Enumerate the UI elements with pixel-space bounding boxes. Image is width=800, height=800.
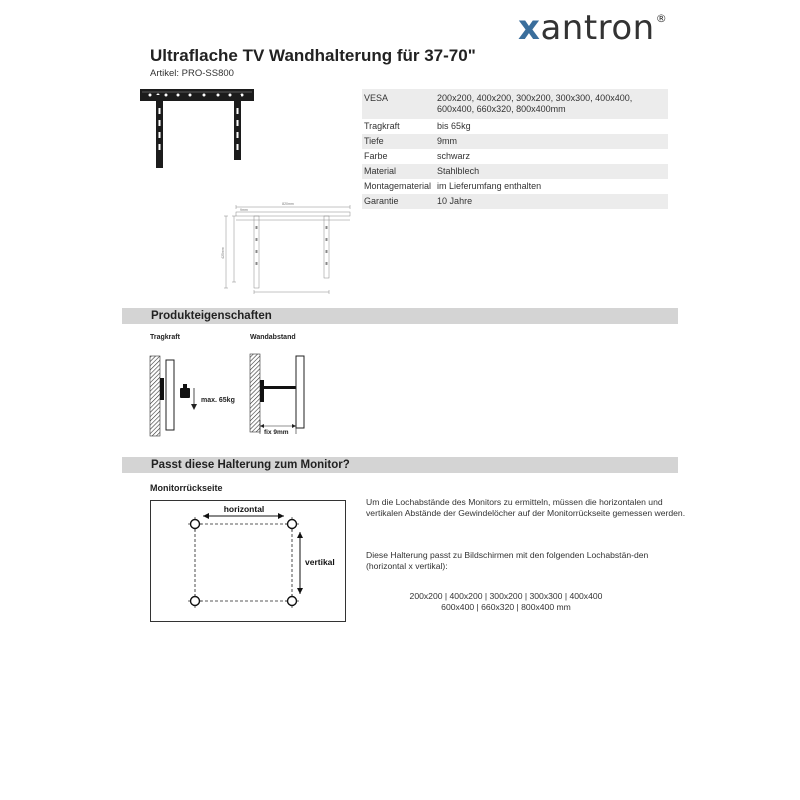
section-properties: Produkteigenschaften	[122, 308, 678, 324]
compatible-sizes-line1: 200x200 | 400x200 | 300x200 | 300x300 | 400x400	[409, 591, 603, 601]
spec-key: Farbe	[364, 151, 388, 161]
drawing-width-label: 820mm	[282, 202, 294, 206]
section-fit: Passt diese Halterung zum Monitor?	[122, 457, 678, 473]
drawing-top-label: 9mm	[240, 208, 248, 212]
compatible-sizes-line2: 600x400 | 660x320 | 800x400 mm	[441, 602, 571, 612]
spec-value: bis 65kg	[437, 121, 471, 131]
vertical-label: vertikal	[305, 557, 335, 567]
spec-key: VESA	[364, 93, 389, 103]
load-value: max. 65kg	[201, 397, 235, 404]
technical-drawing	[218, 198, 358, 296]
spec-row	[362, 149, 668, 164]
monitor-back-heading: Monitorrückseite	[150, 483, 223, 493]
mount-product-image	[138, 86, 258, 176]
product-title: Ultraflache TV Wandhalterung für 37-70"	[150, 46, 476, 65]
distance-value: fix 9mm	[264, 429, 289, 436]
load-diagram	[144, 346, 244, 438]
spec-key: Material	[364, 166, 397, 176]
spec-row	[362, 89, 668, 119]
brand-logo	[518, 8, 666, 48]
compatibility-paragraph: Diese Halterung passt zu Bildschirmen mit den folgenden Lochabstän-den (horizontal x vertikal):	[366, 550, 649, 571]
spec-row	[362, 164, 668, 179]
load-label: Tragkraft	[150, 334, 180, 341]
article-number: Artikel: PRO-SS800	[150, 68, 234, 79]
drawing-height-label: 425mm	[221, 247, 225, 259]
spec-key: Montagematerial	[364, 181, 432, 191]
spec-row	[362, 134, 668, 149]
spec-row	[362, 179, 668, 194]
spec-row	[362, 194, 668, 209]
spec-value: schwarz	[437, 151, 471, 161]
spec-table	[362, 89, 668, 209]
brand-logo-text: antron	[540, 8, 655, 48]
distance-diagram	[244, 346, 324, 438]
spec-value: im Lieferumfang enthalten	[437, 181, 542, 191]
spec-row	[362, 119, 668, 134]
spec-key: Tragkraft	[364, 121, 400, 131]
horizontal-label: horizontal	[223, 504, 265, 514]
monitor-back-diagram	[150, 500, 346, 622]
spec-value: 200x200, 400x200, 300x200, 300x300, 400x400, 600x400, 660x320, 800x400mm	[437, 93, 633, 114]
spec-value: Stahlblech	[437, 166, 480, 176]
spec-value: 10 Jahre	[437, 196, 473, 206]
spec-value: 9mm	[437, 136, 458, 146]
hole-distance-paragraph: Um die Lochabstände des Monitors zu ermitteln, müssen die horizontalen und vertikalen Abstände der Gewindelöcher auf der Monitorrückseite gemessen werden.	[366, 497, 686, 518]
brand-logo-x: x	[518, 8, 541, 48]
spec-key: Garantie	[364, 196, 399, 206]
distance-label: Wandabstand	[250, 334, 296, 341]
spec-key: Tiefe	[364, 136, 384, 146]
registered-mark: ®	[655, 12, 668, 25]
